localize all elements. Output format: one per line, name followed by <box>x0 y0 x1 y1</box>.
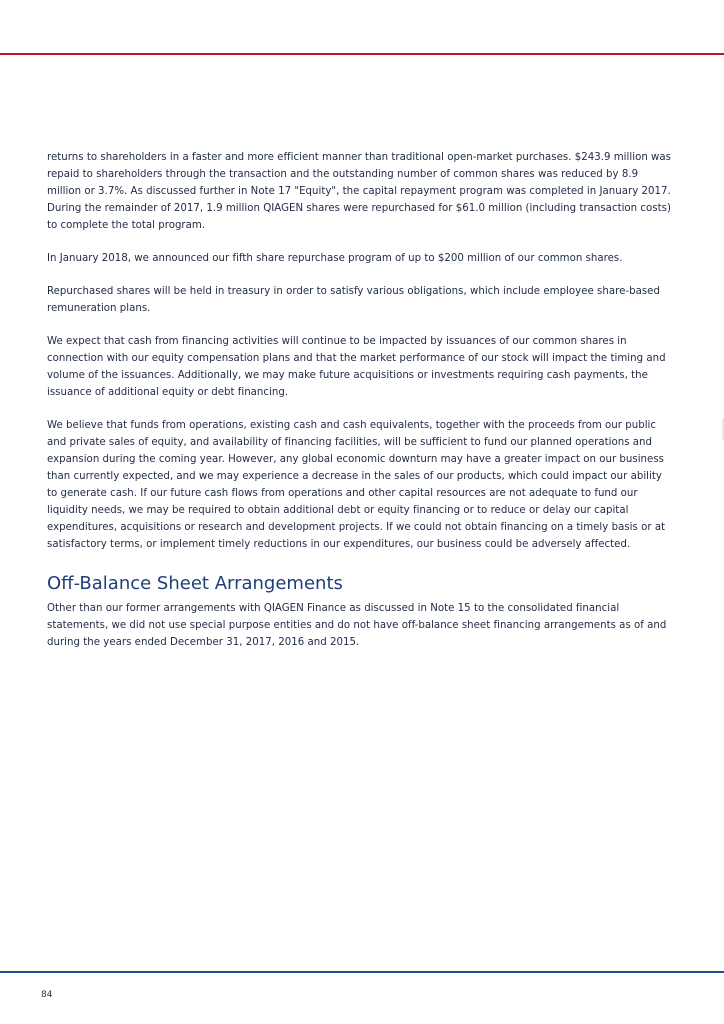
paragraph-off-balance-sheet: Other than our former arrangements with QIAGEN Finance as discussed in Note 15 to the consolidated financial statements, we did not use special purpose entities and do not have off-balance sheet financing arrangements as of and during the years ended December 31, 2017, 2016 and 2015. <box>47 603 667 648</box>
section-heading-off-balance: Off-Balance Sheet Arrangements <box>47 573 343 594</box>
paragraph-treasury-shares: Repurchased shares will be held in treasury in order to satisfy various obligations, which include employee share-based remuneration plans. <box>47 286 660 314</box>
header-rule <box>0 53 724 55</box>
page-number: 84 <box>41 990 53 1000</box>
paragraph-financing-activities: We expect that cash from financing activities will continue to be impacted by issuances of our common shares in connection with our equity compensation plans and that the market performance of our stock will impact the timing and volume of the issuances. Additionally, we may make future acquisitions or investments requiring cash payments, the issuance of additional equity or debt financing. <box>47 336 666 398</box>
footer-rule <box>0 971 724 973</box>
paragraph-liquidity-outlook: We believe that funds from operations, existing cash and cash equivalents, together with the proceeds from our public and private sales of equity, and availability of financing facilities, will be sufficient to fund our planned operations and expansion during the coming year. However, any global economic downturn may have a greater impact on our business than currently expected, and we may experience a decrease in the sales of our products, which could impact our ability to generate cash. If our future cash flows from operations and other capital resources are not adequate to fund our liquidity needs, we may be required to obtain additional debt or equity financing or to reduce or delay our capital expenditures, acquisitions or research and development projects. If we could not obtain financing on a timely basis or at satisfactory terms, or implement timely reductions in our expenditures, our business could be adversely affected. <box>47 420 666 550</box>
paragraph-fifth-repurchase-program: In January 2018, we announced our fifth share repurchase program of up to $200 million of our common shares. <box>47 253 623 264</box>
page-content <box>47 149 675 667</box>
paragraph-share-repurchase-returns: returns to shareholders in a faster and more efficient manner than traditional open-market purchases. $243.9 million was repaid to shareholders through the transaction and the outstanding number of common shares was reduced by 8.9 million or 3.7%. As discussed further in Note 17 "Equity", the capital repayment program was completed in January 2017. During the remainder of 2017, 1.9 million QIAGEN shares were repurchased for $61.0 million (including transaction costs) to complete the total program. <box>47 152 672 231</box>
